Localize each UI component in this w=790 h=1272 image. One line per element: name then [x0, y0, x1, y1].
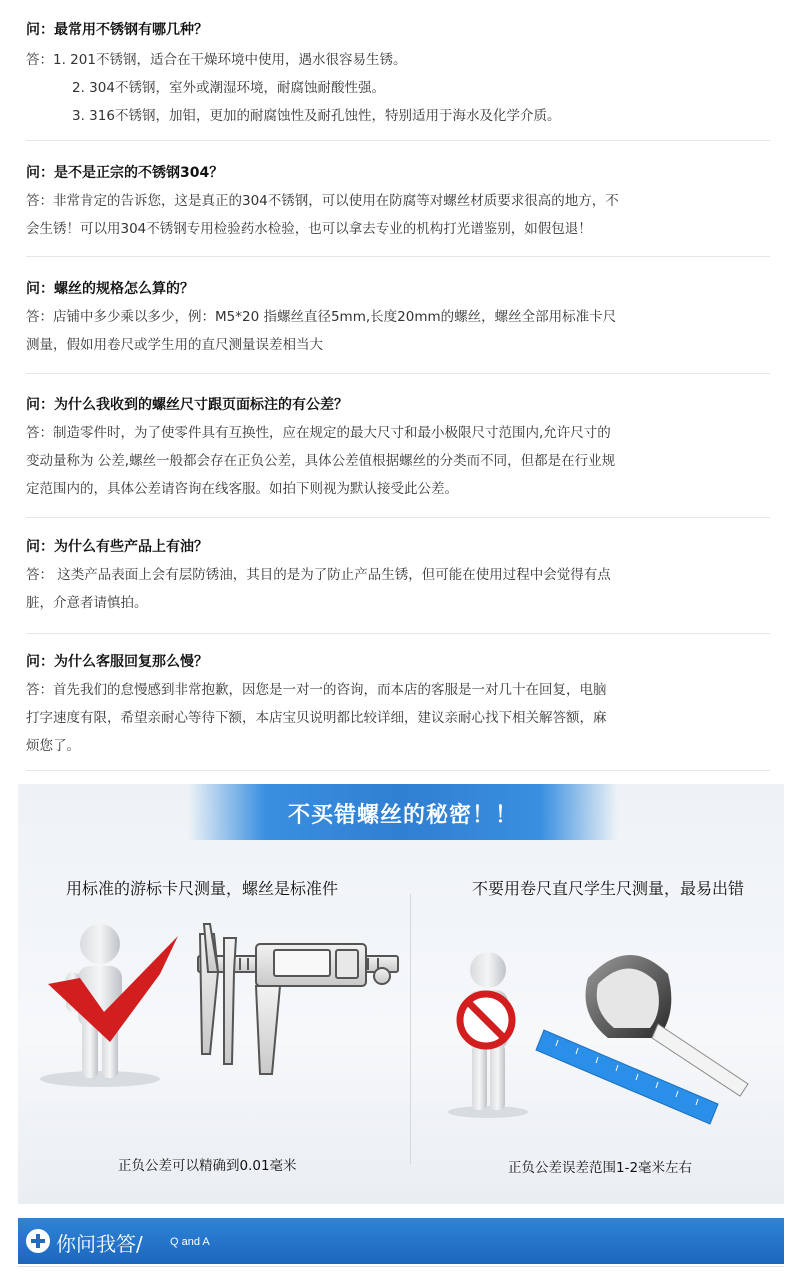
left-title: 用标准的游标卡尺测量，螺丝是标准件 — [66, 879, 339, 898]
faq-item — [26, 20, 770, 130]
faq-question: 问：螺丝的规格怎么算的？ — [26, 281, 194, 297]
banner-title: 不买错螺丝的秘密！！ — [287, 803, 518, 828]
divider — [410, 894, 411, 1164]
divider — [26, 140, 770, 141]
answer-line: 变动量称为 公差,螺丝一般都会存在正负公差，具体公差值根据螺丝的分类而不同，但都是在行业规 — [26, 453, 616, 469]
faq-answer — [26, 187, 770, 243]
faq-question: 问：为什么我收到的螺丝尺寸跟页面标注的有公差？ — [26, 397, 348, 413]
faq-answer — [26, 561, 770, 617]
divider — [18, 1266, 784, 1267]
faq-answer — [26, 676, 770, 760]
faq-question: 问：最常用不锈钢有哪几种？ — [26, 22, 208, 38]
answer-line: 3. 316不锈钢，加钼，更加的耐腐蚀性及耐孔蚀性，特别适用于海水及化学介质。 — [72, 108, 561, 124]
answer-line: 答：首先我们的怠慢感到非常抱歉，因您是一对一的咨询，而本店的客服是一对几十在回复，电脑 — [26, 682, 607, 698]
answer-line: 脏，介意者请慎拍。 — [26, 595, 148, 611]
left-illustration — [28, 914, 408, 1144]
answer-line: 打字速度有限，希望亲耐心等待下额，本店宝贝说明都比较详细，建议亲耐心找下相关解答额，麻 — [26, 710, 607, 726]
qa-bar-subtitle: Q and A — [170, 1236, 210, 1248]
answer-line: 烦您了。 — [26, 738, 80, 754]
banner-ribbon — [188, 784, 618, 840]
prohibit-icon — [460, 994, 512, 1046]
divider — [26, 256, 770, 257]
faq-question: 问：为什么有些产品上有油？ — [26, 539, 208, 555]
divider — [26, 770, 770, 771]
faq-item — [26, 279, 770, 359]
person-check-figure — [40, 924, 160, 1087]
left-caption: 正负公差可以精确到0.01毫米 — [118, 1158, 297, 1174]
faq-question: 问：为什么客服回复那么慢？ — [26, 654, 208, 670]
answer-line: 2. 304不锈钢，室外或潮湿环境，耐腐蚀耐酸性强。 — [72, 80, 385, 96]
right-title: 不要用卷尺直尺学生尺测量，最易出错 — [472, 879, 745, 898]
faq-answer — [26, 419, 770, 503]
faq-answer — [26, 46, 770, 130]
qa-header-bar — [18, 1218, 784, 1264]
faq-item — [26, 163, 770, 243]
faq-answer — [26, 303, 770, 359]
faq-item — [26, 537, 770, 617]
answer-line: 答：1. 201不锈钢，适合在干燥环境中使用，遇水很容易生锈。 — [26, 52, 407, 68]
ruler — [536, 1030, 718, 1124]
divider — [26, 633, 770, 634]
right-illustration — [428, 934, 778, 1134]
answer-line: 答： 这类产品表面上会有层防锈油，其目的是为了防止产品生锈，但可能在使用过程中会觉得有点 — [26, 567, 611, 583]
answer-line: 会生锈！可以用304不锈钢专用检验药水检验，也可以拿去专业的机构打光谱鉴别，如假包退！ — [26, 221, 592, 237]
answer-line: 测量，假如用卷尺或学生用的直尺测量误差相当大 — [26, 337, 323, 353]
qa-bar-title: 你问我答/ — [56, 1232, 143, 1256]
faq-question: 问：是不是正宗的不锈钢304？ — [26, 165, 224, 181]
divider — [26, 373, 770, 374]
faq-item — [26, 395, 770, 503]
right-caption: 正负公差误差范围1-2毫米左右 — [508, 1160, 693, 1176]
faq-item — [26, 652, 770, 760]
answer-line: 定范围内的，具体公差请咨询在线客服。如拍下则视为默认接受此公差。 — [26, 481, 458, 497]
answer-line: 答：店铺中多少乘以多少，例：M5*20 指螺丝直径5mm,长度20mm的螺丝，螺丝全部用标准卡尺 — [26, 309, 617, 325]
plus-circle-icon — [26, 1229, 50, 1253]
answer-line: 答：非常肯定的告诉您，这是真正的304不锈钢，可以使用在防腐等对螺丝材质要求很高的地方，不 — [26, 193, 619, 209]
divider — [26, 517, 770, 518]
measurement-banner — [18, 784, 784, 1204]
vernier-caliper — [198, 924, 398, 1074]
answer-line: 答：制造零件时，为了使零件具有互换性，应在规定的最大尺寸和最小极限尺寸范围内,允许尺寸的 — [26, 425, 611, 441]
